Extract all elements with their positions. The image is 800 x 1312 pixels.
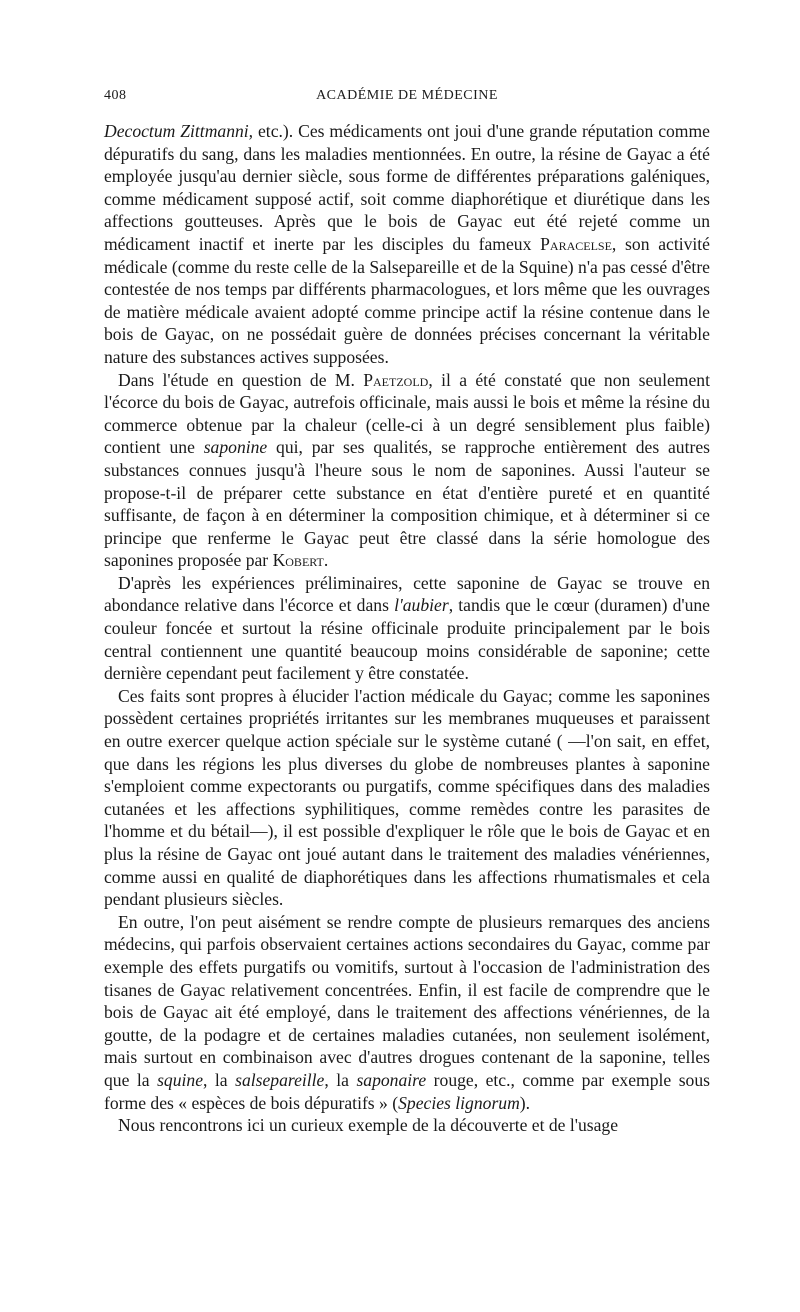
paragraph: Decoctum Zittmanni, etc.). Ces médicaments ont joui d'une grande réputation comme dépuratifs du sang, dans les maladies mentionnées. En outre, la résine de Gayac a été employée jusqu'au dernier siècle, sous forme de différentes préparations galéniques, comme médicament supposé actif, soit comme diaphorétique et diurétique dans les affections goutteuses. Après que le bois de Gayac eut été rejeté comme un médicament inactif et inerte par les disciples du fameux Paracelse, son activité médicale (comme du reste celle de la Salsepareille et de la Squine) n'a pas cessé d'être contestée de nos temps par différents pharmacologues, et lors même que les ouvrages de matière médicale avaient adopté comme principe actif la résine contenue dans le bois de Gayac, on ne possédait guère de données précises concernant la véritable nature des substances actives supposées.	[104, 121, 710, 367]
italic-text: saponine	[203, 437, 268, 458]
paragraph: D'après les expériences préliminaires, cette saponine de Gayac se trouve en abondance relative dans l'écorce et dans l'aubier, tandis que le cœur (duramen) d'une couleur foncée et surtout la résine officinale produite principalement par le bois central contiennent une quantité beaucoup moins considérable de saponine; cette dernière cependant peut facilement y être constatée.	[104, 572, 710, 684]
italic-text: salsepareille	[235, 1069, 325, 1090]
italic-text: Species lignorum	[398, 1092, 520, 1113]
running-header	[104, 88, 710, 112]
paragraph: Ces faits sont propres à élucider l'action médicale du Gayac; comme les saponines possèdent certaines propriétés irritantes sur les membranes muqueuses et paraissent en outre exercer quelque action spéciale sur le système cutané ( —l'on sait, en effet, que dans les régions les plus diverses du globe de nombreuses plantes à saponine s'emploient comme expectorants ou purgatifs, comme spécifiques dans des maladies cutanées et les affections syphilitiques, comme remèdes contre les parasites de l'homme et du bétail—), il est possible d'expliquer le rôle que le bois de Gayac et en plus la résine de Gayac ont joué autant dans le traitement des maladies vénériennes, comme aussi en qualité de diaphorétiques dans les affections rhumatismales et cela pendant plusieurs siècles.	[104, 685, 710, 910]
body-text	[104, 120, 710, 1137]
italic-text: l'aubier	[394, 595, 449, 616]
italic-text: saponaire	[356, 1069, 427, 1090]
author-name: Paracelse	[540, 233, 612, 254]
author-name: Kobert	[272, 550, 324, 571]
italic-text: Decoctum Zittmanni,	[104, 121, 254, 141]
paragraph: Nous rencontrons ici un curieux exemple de la découverte et de l'usage	[118, 1115, 619, 1136]
italic-text: squine	[157, 1069, 204, 1090]
running-title: ACADÉMIE DE MÉDECINE	[316, 88, 498, 103]
author-name: Paetzold	[363, 369, 429, 390]
paragraph: En outre, l'on peut aisément se rendre compte de plusieurs remarques des anciens médecins, qui parfois observaient certaines actions secondaires du Gayac, comme par exemple des effets purgatifs ou vomitifs, surtout à l'occasion de l'administration des tisanes de Gayac relativement concentrées. Enfin, il est facile de comprendre que le bois de Gayac ait été employé, dans le traitement des affections vénériennes, de la goutte, de la podagre et de certaines maladies cutanées, non seulement isolément, mais surtout en combinaison avec d'autres drogues contenant de la saponine, telles que la squine, la salsepareille, la saponaire rouge, etc., comme par exemple sous forme des « espèces de bois dépuratifs » (Species lignorum).	[104, 911, 710, 1113]
paragraph: Dans l'étude en question de M. Paetzold, il a été constaté que non seulement l'écorce du bois de Gayac, autrefois officinale, mais aussi le bois et même la résine du commerce obtenue par la chaleur (celle-ci à un degré sensiblement plus faible) contient une saponine qui, par ses qualités, se rapproche entièrement des autres substances connues jusqu'à l'heure sous le nom de saponines. Aussi l'auteur se propose-t-il de préparer cette substance en état d'entière pureté et en quantité suffisante, de façon à en déterminer la composition chimique, et à déterminer si ce principe que renferme le Gayac peut être classé dans la série homologue des saponines proposée par Kobert.	[104, 369, 710, 571]
page-number: 408	[104, 88, 127, 103]
